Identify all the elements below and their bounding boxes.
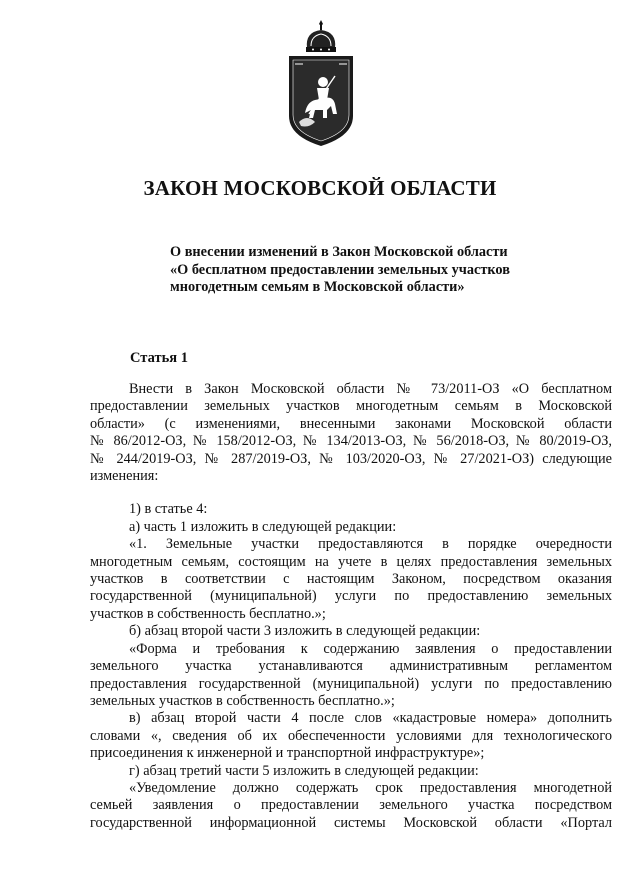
subject-line: «О бесплатном предоставлении земельных участков <box>170 261 510 278</box>
subject-line: О внесении изменений в Закон Московской области <box>170 244 508 260</box>
document-title: ЗАКОН МОСКОВСКОЙ ОБЛАСТИ <box>143 176 497 200</box>
body-line: № 244/2019-ОЗ, № 287/2019-ОЗ, № 103/2020-ОЗ, № 27/2021-ОЗ) следующие <box>90 450 612 467</box>
body-line: г) абзац третий части 5 изложить в следующей редакции: <box>129 762 479 779</box>
body-line: изменения: <box>90 468 159 485</box>
body-line: предоставления государственной (муниципальной) услуги по предоставлению <box>90 675 612 692</box>
body-line: государственной (муниципальной) услуги по предоставлению земельных <box>90 588 612 605</box>
body-line: участков в собственность бесплатно.»; <box>90 605 326 622</box>
body-line: № 86/2012-ОЗ, № 158/2012-ОЗ, № 134/2013-ОЗ, № 56/2018-ОЗ, № 80/2019-ОЗ, <box>90 433 612 450</box>
body-line: государственной информационной системы Московской области «Портал <box>90 814 612 831</box>
body-line: области» (с изменениями, внесенными законами Московской области <box>90 415 612 432</box>
body-line: б) абзац второй части 3 изложить в следующей редакции: <box>129 623 481 640</box>
crown-icon <box>306 20 336 52</box>
body-line: а) часть 1 изложить в следующей редакции: <box>129 518 397 535</box>
body-line: словами «, сведения об их обеспеченности условиями для технологического <box>90 727 612 744</box>
body-line: «Форма и требования к содержанию заявления о предоставлении <box>129 640 612 657</box>
moscow-oblast-coat-of-arms-emblem <box>285 18 357 150</box>
body-line: присоединения к инженерной и транспортной инфраструктуре»; <box>90 745 485 762</box>
body-line: земельных участков в собственность бесплатно.»; <box>90 692 395 709</box>
body-line: 1) в статье 4: <box>129 501 208 518</box>
article-body <box>90 381 612 832</box>
body-line: семьей заявления о предоставлении земельного участка посредством <box>90 797 612 814</box>
body-line: участков в соответствии с настоящим Законом, посредством оказания <box>90 571 612 588</box>
body-line: многодетным семьям, состоящим на учете в целях предоставления земельных <box>90 553 612 570</box>
body-line: предоставлении земельных участков многодетным семьям в Московской <box>90 398 612 415</box>
subject-line: многодетным семьям в Московской области» <box>170 279 465 295</box>
body-line: «1. Земельные участки предоставляются в порядке очередности <box>129 536 612 553</box>
shield-icon <box>289 56 353 146</box>
body-line: в) абзац второй части 4 после слов «кадастровые номера» дополнить <box>129 710 612 727</box>
body-line: Внести в Закон Московской области № 73/2011-ОЗ «О бесплатном <box>129 381 612 397</box>
body-line: земельного участка устанавливаются административным регламентом <box>90 658 612 675</box>
body-line: «Уведомление должно содержать срок предоставления многодетной <box>129 779 612 796</box>
article-heading: Статья 1 <box>130 350 188 366</box>
law-subject-heading <box>170 244 590 297</box>
